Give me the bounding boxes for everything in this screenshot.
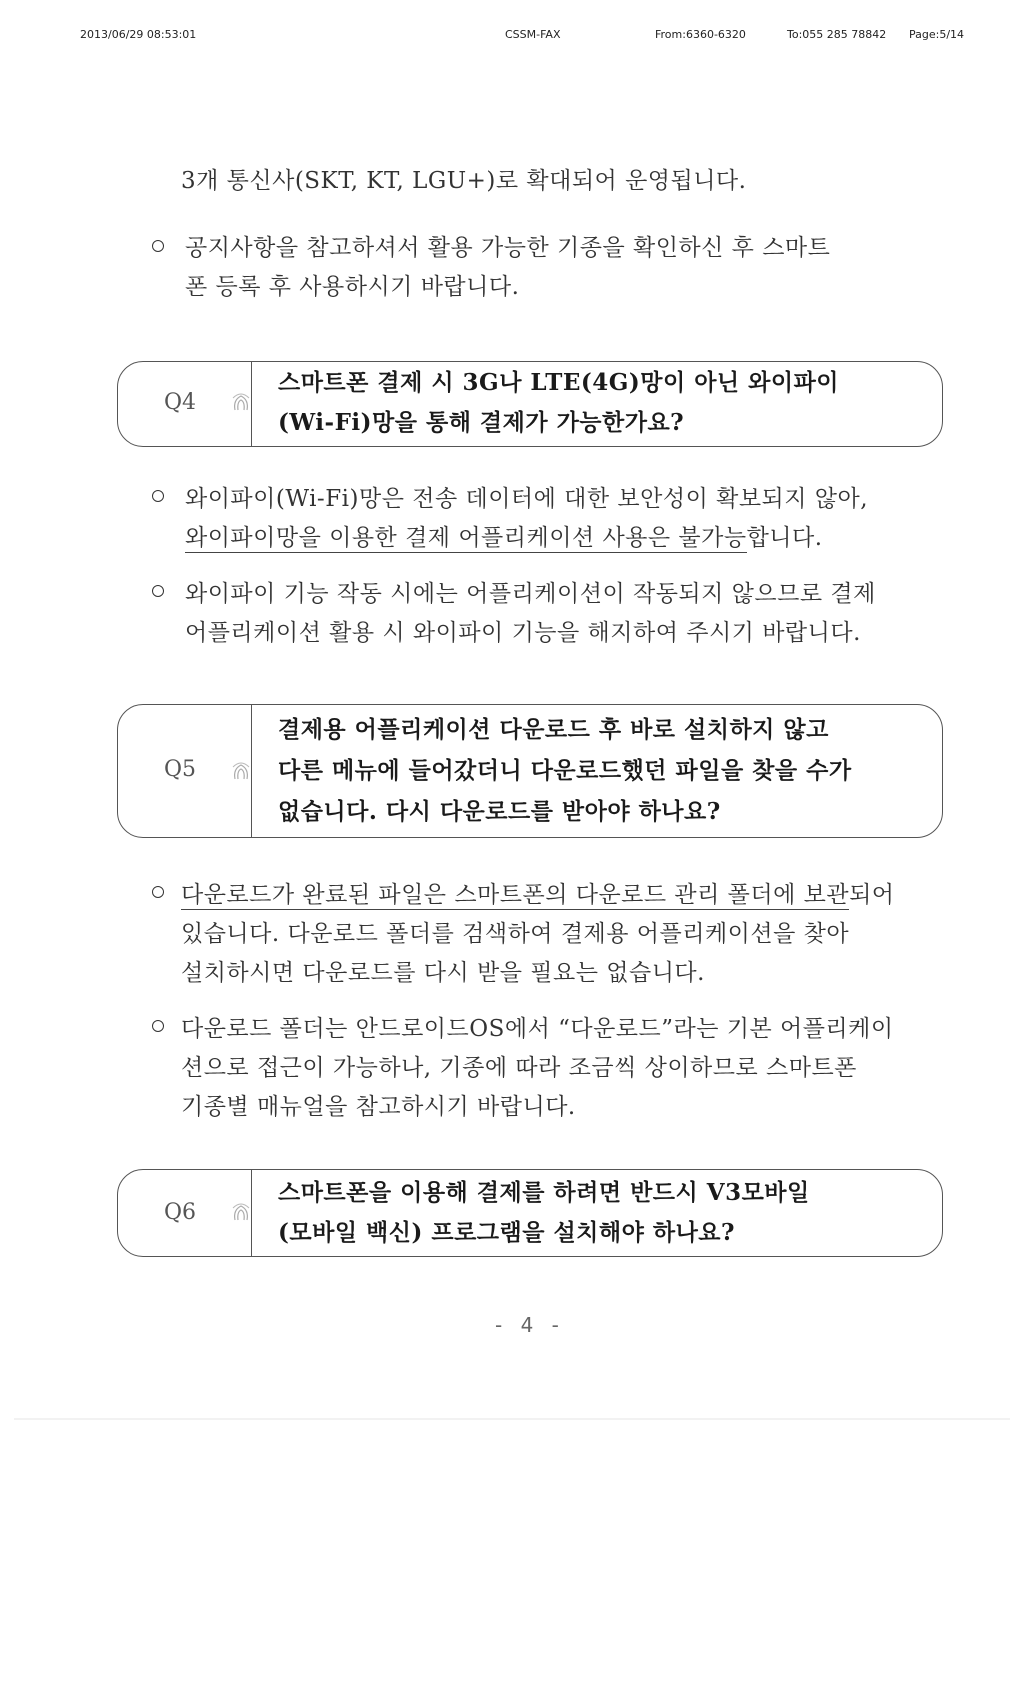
question-divider	[251, 1170, 252, 1256]
fax-to: To:055 285 78842	[787, 28, 887, 41]
q5-answer-2-line-1: 다운로드 폴더는 안드로이드OS에서 “다운로드”라는 기본 어플리케이	[181, 1016, 894, 1042]
intro-line: 3개 통신사(SKT, KT, LGU+)로 확대되어 운영됩니다.	[181, 168, 747, 194]
question-divider	[251, 705, 252, 837]
fingertip-touch-icon	[231, 1200, 251, 1222]
question-label-q5: Q5	[164, 757, 197, 782]
question-text-q6-line1: 스마트폰을 이용해 결제를 하려면 반드시 V3모바일	[278, 1179, 810, 1206]
fax-page: Page:5/14	[909, 28, 965, 41]
q5-answer-1-line-1	[181, 876, 895, 909]
underlined-text: 와이파이망을 이용한 결제 어플리케이션 사용은 불가능	[185, 525, 747, 551]
question-label-q6: Q6	[164, 1200, 197, 1225]
bullet-marker	[152, 490, 164, 502]
scan-edge-divider	[14, 1418, 1010, 1420]
underlined-text: 다운로드가 완료된 파일은 스마트폰의 다운로드 관리 폴더에 보관	[181, 882, 850, 908]
fingertip-touch-icon	[231, 759, 251, 781]
q5-answer-2-line-3: 기종별 매뉴얼을 참고하시기 바랍니다.	[181, 1094, 576, 1120]
text: 되어	[849, 882, 895, 908]
page-number: - 4 -	[495, 1313, 565, 1337]
question-text-q5-line2: 다른 메뉴에 들어갔더니 다운로드했던 파일을 찾을 수가	[278, 757, 852, 784]
bullet-marker	[152, 1020, 164, 1032]
notice-line-2: 폰 등록 후 사용하시기 바랍니다.	[185, 274, 520, 300]
q4-answer-1-line-1: 와이파이(Wi-Fi)망은 전송 데이터에 대한 보안성이 확보되지 않아,	[185, 486, 869, 512]
fax-header	[0, 28, 1024, 44]
fax-sender: CSSM-FAX	[505, 28, 561, 41]
q5-answer-2-line-2: 션으로 접근이 가능하나, 기종에 따라 조금씩 상이하므로 스마트폰	[181, 1055, 857, 1081]
bullet-marker	[152, 240, 164, 252]
question-divider	[251, 362, 252, 446]
bullet-marker	[152, 886, 164, 898]
q4-answer-2-line-1: 와이파이 기능 작동 시에는 어플리케이션이 작동되지 않으므로 결제	[185, 581, 876, 607]
question-box-q5	[117, 704, 943, 838]
q4-answer-2-line-2: 어플리케이션 활용 시 와이파이 기능을 해지하여 주시기 바랍니다.	[185, 620, 861, 646]
fax-datetime: 2013/06/29 08:53:01	[80, 28, 197, 41]
fingertip-touch-icon	[231, 390, 251, 412]
question-text-q5-line3: 없습니다. 다시 다운로드를 받아야 하나요?	[278, 798, 721, 825]
fax-from: From:6360-6320	[655, 28, 746, 41]
question-text-q6-line2: (모바일 백신) 프로그램을 설치해야 하나요?	[278, 1219, 735, 1246]
q5-answer-1-line-3: 설치하시면 다운로드를 다시 받을 필요는 없습니다.	[181, 960, 705, 986]
question-text-q4-line2: (Wi-Fi)망을 통해 결제가 가능한가요?	[278, 409, 685, 436]
text: 합니다.	[746, 525, 823, 551]
q5-answer-1-line-2: 있습니다. 다운로드 폴더를 검색하여 결제용 어플리케이션을 찾아	[181, 921, 850, 947]
question-label-q4: Q4	[164, 390, 197, 415]
question-text-q4-line1: 스마트폰 결제 시 3G나 LTE(4G)망이 아닌 와이파이	[278, 369, 840, 396]
q4-answer-1-line-2	[185, 519, 823, 552]
question-box-q6	[117, 1169, 943, 1257]
notice-line-1: 공지사항을 참고하셔서 활용 가능한 기종을 확인하신 후 스마트	[185, 235, 831, 261]
question-text-q5-line1: 결제용 어플리케이션 다운로드 후 바로 설치하지 않고	[278, 716, 829, 743]
bullet-marker	[152, 585, 164, 597]
question-box-q4	[117, 361, 943, 447]
